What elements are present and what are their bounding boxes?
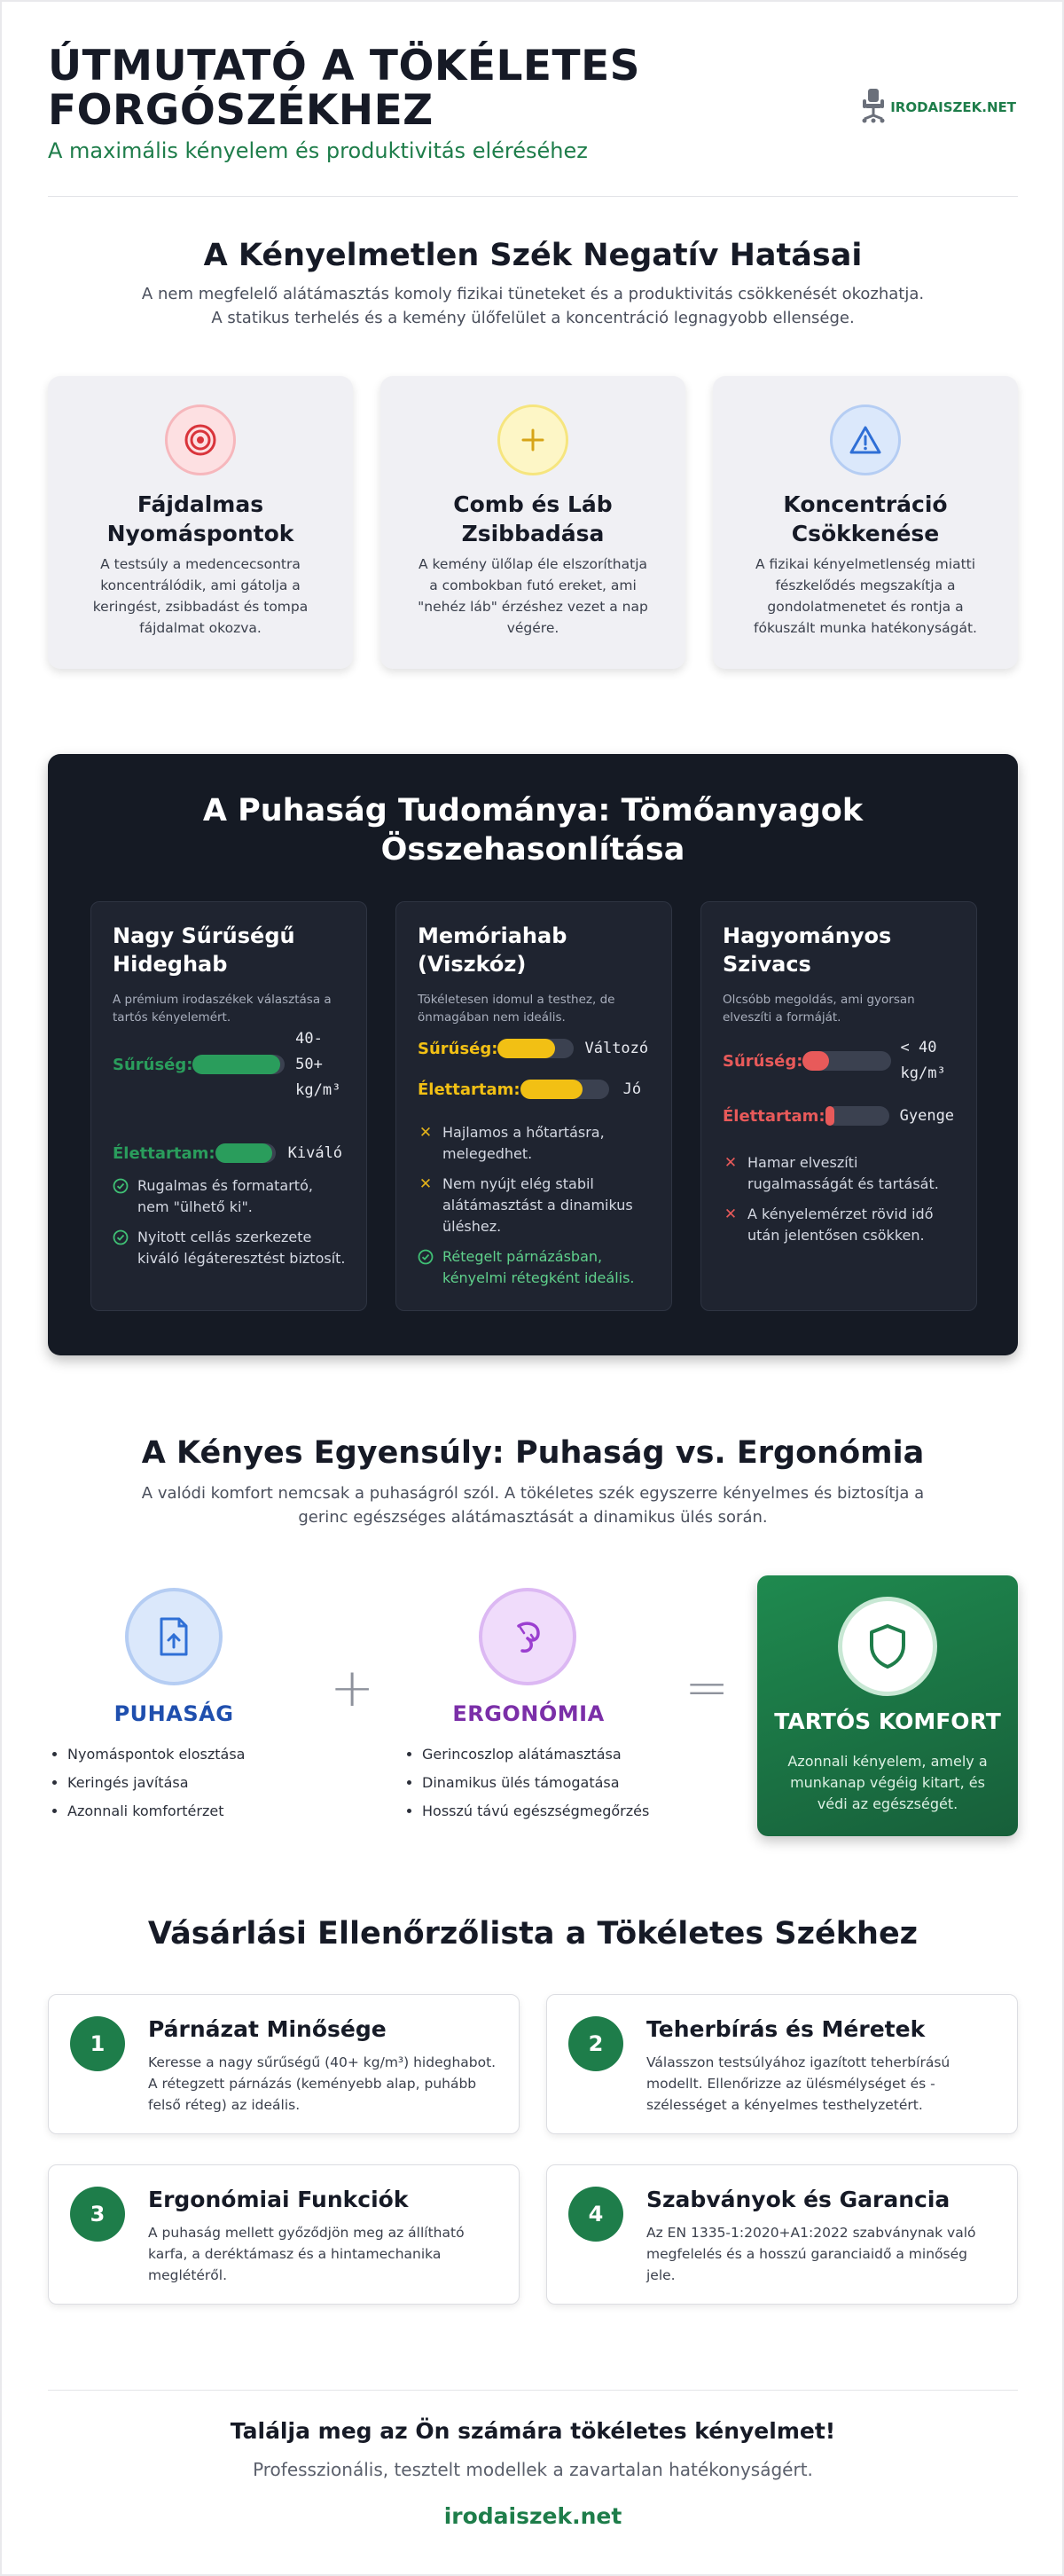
plus-icon: [497, 404, 568, 475]
step-number: 4: [568, 2187, 623, 2242]
effect-text: A fizikai kényelmetlenség miatti fészkelődés megszakítja a gondolatmenetet és rontja a fókuszált munka hatékonyságát.: [754, 556, 977, 636]
footer-headline: Találja meg az Ön számára tökéletes kényelmet!: [230, 2418, 836, 2444]
step-number: 2: [568, 2016, 623, 2071]
density-metric: Sűrűség: 40-50+ kg/m³: [113, 1029, 341, 1099]
x-icon: ✕: [419, 1175, 433, 1193]
con-item: ✕ Nem nyújt elég stabil alátámasztást a dinamikus üléshez.: [419, 1175, 633, 1235]
density-bar: [802, 1051, 891, 1071]
file-upload-icon: [125, 1588, 223, 1685]
footer-tagline: Professzionális, tesztelt modellek a zavartalan hatékonyságért.: [253, 2459, 813, 2480]
infographic-page: [2, 2, 1062, 2574]
density-metric: Sűrűség: Változó: [418, 1039, 649, 1058]
foam-bullets: [418, 1122, 652, 1298]
effects-title: A Kényelmetlen Szék Negatív Hatásai: [203, 238, 863, 273]
density-metric: Sűrűség: < 40 kg/m³: [723, 1039, 946, 1082]
checklist-item-title: Teherbírás és Méretek: [646, 2016, 926, 2042]
foam-description: Tökéletesen idomul a testhez, de önmagában nem ideális.: [418, 993, 615, 1025]
step-number: 1: [70, 2016, 125, 2071]
check-circle-icon: [418, 1246, 434, 1268]
equals-operator: =: [685, 1657, 730, 1719]
foam-title: Nagy Sűrűségű Hideghab: [113, 923, 295, 977]
list-item: • Keringés javítása: [67, 1774, 245, 1792]
ergonomics-label: ERGONÓMIA: [452, 1701, 605, 1726]
x-icon: ✕: [419, 1124, 433, 1142]
density-bar: [497, 1039, 574, 1058]
effect-text: A kemény ülőlap éle elszoríthatja a combokban futó ereket, ami "nehéz láb" érzéshez vezet a nap végére.: [418, 556, 648, 636]
pro-item: Nyitott cellás szerkezete kiváló légáteresztést biztosít.: [113, 1227, 347, 1269]
header-divider: [48, 196, 1018, 197]
effect-title: Comb és Láb Zsibbadása: [453, 491, 613, 546]
spine-icon: [479, 1588, 576, 1685]
foam-bullets: [723, 1152, 957, 1255]
foam-description: A prémium irodaszékek választása a tartós kényelemért.: [113, 993, 332, 1025]
effect-card-concentration: [713, 376, 1018, 669]
list-item: • Gerincoszlop alátámasztása: [422, 1746, 649, 1763]
density-bar: [192, 1055, 285, 1074]
list-item: • Azonnali komfortérzet: [67, 1802, 245, 1820]
softness-list: [48, 1746, 245, 1831]
footer-divider: [48, 2390, 1018, 2391]
ergonomics-list: [403, 1746, 649, 1831]
effect-card-numbness: [380, 376, 685, 669]
office-chair-icon: [860, 87, 887, 128]
lifespan-metric: Élettartam: Gyenge: [723, 1106, 955, 1126]
checklist-item: [546, 1994, 1018, 2134]
checklist-item-title: Ergonómiai Funkciók: [148, 2187, 409, 2212]
checklist-item: [546, 2164, 1018, 2305]
con-item: ✕ Hajlamos a hőtartásra, melegedhet.: [419, 1124, 605, 1162]
foam-card-memory-foam: [395, 901, 672, 1311]
pro-item: Rugalmas és formatartó, nem "ülhető ki".: [113, 1175, 347, 1218]
x-icon: ✕: [724, 1154, 738, 1172]
site-logo[interactable]: [860, 87, 1016, 128]
shield-icon: [838, 1597, 937, 1696]
page-subtitle: A maximális kényelem és produktivitás eléréséhez: [48, 138, 588, 163]
con-item: ✕ Hamar elveszíti rugalmasságát és tartását.: [724, 1154, 939, 1192]
lasting-comfort-card: [757, 1575, 1018, 1836]
foam-card-cold-foam: [90, 901, 367, 1311]
check-circle-icon: [113, 1227, 129, 1248]
page-title: ÚTMUTATÓ A TÖKÉLETES FORGÓSZÉKHEZ: [48, 42, 641, 135]
foam-title: Memóriahab (Viszkóz): [418, 923, 567, 977]
effects-description: A nem megfelelő alátámasztás komoly fizikai tüneteket és a produktivitás csökkenését okozhatja. A statikus terhelés és a kemény ülőfelület a koncentráció legnagyobb ellensége.: [141, 285, 925, 327]
plus-operator: +: [330, 1657, 375, 1719]
checklist-item-text: Válasszon testsúlyához igazított teherbírású modellt. Ellenőrizze az ülésmélységet és -szélességet a kényelmes testhelyzetért.: [646, 2054, 951, 2113]
list-item: • Nyomáspontok elosztása: [67, 1746, 245, 1763]
checklist-item-title: Párnázat Minősége: [148, 2016, 387, 2042]
check-circle-icon: [113, 1175, 129, 1197]
x-icon: ✕: [724, 1206, 738, 1223]
foam-bullets: [113, 1175, 347, 1278]
foam-description: Olcsóbb megoldás, ami gyorsan elveszíti a formáját.: [723, 993, 915, 1025]
footer-site-link[interactable]: irodaiszek.net: [443, 2503, 622, 2529]
foam-card-traditional-sponge: [700, 901, 977, 1311]
softness-label: PUHASÁG: [113, 1701, 234, 1726]
checklist-item: [48, 2164, 520, 2305]
effect-text: A testsúly a medencecsontra koncentrálódik, ami gátolja a keringést, zsibbadást és tompa fájdalmat okozva.: [92, 556, 309, 636]
effect-title: Fájdalmas Nyomáspontok: [106, 491, 294, 546]
lifespan-bar: [215, 1143, 276, 1163]
lifespan-bar: [825, 1106, 889, 1126]
checklist-item-text: Keresse a nagy sűrűségű (40+ kg/m³) hideghabot. A rétegzett párnázás (keményebb alap, puhább felső réteg) az ideális.: [148, 2054, 497, 2113]
effect-title: Koncentráció Csökkenése: [783, 491, 948, 546]
con-item: ✕ A kényelemérzet rövid idő után jelentősen csökken.: [724, 1206, 934, 1244]
lifespan-metric: Élettartam: Kiváló: [113, 1143, 343, 1163]
foam-title: Hagyományos Szivacs: [723, 923, 892, 977]
pro-item: Rétegelt párnázásban, kényelmi rétegként ideális.: [418, 1246, 652, 1289]
logo-text: IRODAISZEK.NET: [890, 99, 1016, 115]
balance-description: A valódi komfort nemcsak a puhaságról szól. A tökéletes szék egyszerre kényelmes és biztosítja a gerinc egészséges alátámasztását a dinamikus ülés során.: [141, 1484, 925, 1527]
checklist-item-text: A puhaság mellett győződjön meg az állítható karfa, a deréktámasz és a hintamechanika meglétéről.: [148, 2225, 465, 2283]
lifespan-bar: [520, 1080, 609, 1099]
comfort-title: TARTÓS KOMFORT: [774, 1708, 1001, 1734]
effect-card-pressure: [48, 376, 353, 669]
warning-icon: [830, 404, 901, 475]
comfort-text: Azonnali kényelem, amely a munkanap végéig kitart, és védi az egészségét.: [787, 1753, 988, 1812]
foam-section-title: A Puhaság Tudománya: Tömőanyagok Összehasonlítása: [202, 793, 864, 868]
checklist-item-text: Az EN 1335-1:2020+A1:2022 szabványnak való megfelelés és a hosszú garanciaidő a minőség jele.: [646, 2225, 976, 2283]
target-icon: [165, 404, 236, 475]
lifespan-metric: Élettartam: Jó: [418, 1080, 642, 1099]
balance-title: A Kényes Egyensúly: Puhaság vs. Ergonómia: [141, 1435, 925, 1471]
list-item: • Dinamikus ülés támogatása: [422, 1774, 649, 1792]
step-number: 3: [70, 2187, 125, 2242]
checklist-item: [48, 1994, 520, 2134]
foam-comparison-section: [48, 754, 1018, 1355]
checklist-title: Vásárlási Ellenőrzőlista a Tökéletes Székhez: [147, 1916, 919, 1952]
checklist-item-title: Szabványok és Garancia: [646, 2187, 951, 2212]
list-item: • Hosszú távú egészségmegőrzés: [422, 1802, 649, 1820]
